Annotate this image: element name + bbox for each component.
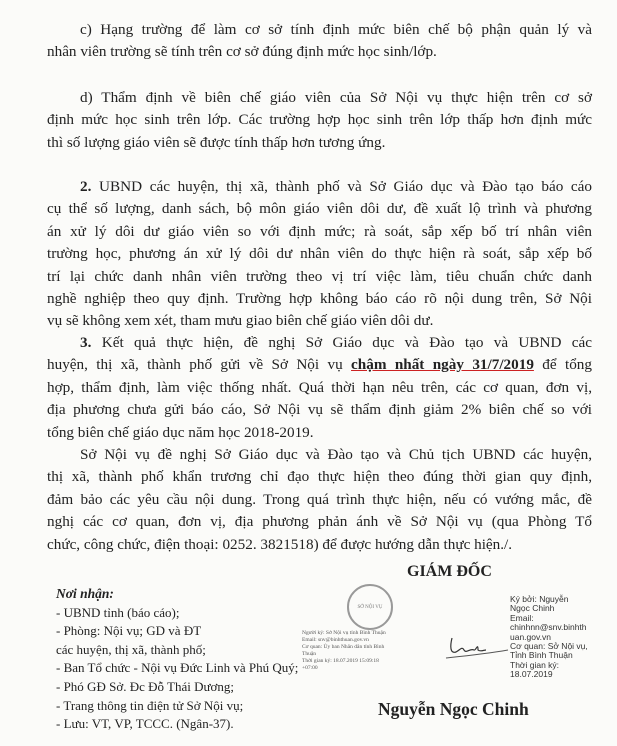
esign-line: Ký bởi: Nguyễn xyxy=(510,594,569,604)
recipient-item: các huyện, thị xã, thành phố; xyxy=(56,641,206,657)
text-line xyxy=(47,176,592,198)
esign-line: Ngọc Chinh xyxy=(510,603,555,614)
seal-stamp-icon xyxy=(347,584,393,630)
signer-name: Nguyễn Ngọc Chinh xyxy=(378,699,529,719)
text-line: án xử lý dôi dư giáo viên so với định mức; rà soát, sắp xếp bố trí nhân viên xyxy=(47,222,592,240)
text-line: định mức học sinh trên lớp. Các trường hợp học sinh trên lớp thấp hơn định mức xyxy=(47,111,592,129)
text-line xyxy=(47,354,592,376)
text-segment: Kết quả thực hiện, đề nghị Sở Giáo dục và Đào tạo và UBND các xyxy=(101,334,593,351)
esign-line: uan.gov.vn xyxy=(510,631,551,642)
recipients-heading: Nơi nhận: xyxy=(56,586,114,601)
recipient-item: - Trang thông tin điện tử Sở Nội vụ; xyxy=(56,697,244,713)
seal-info-line: Người ký: Sở Nội vụ tỉnh Bình Thuận xyxy=(302,630,386,636)
text-segment: để tổng xyxy=(533,356,592,374)
paragraph-c xyxy=(47,19,592,64)
recipient-item: - Lưu: VT, VP, TCCC. (Ngân-37). xyxy=(56,716,234,732)
text-line: trí lại chức danh nhân viên trường theo vị trí việc làm, tiêu chuẩn chức danh xyxy=(47,267,592,285)
item-number: 3. xyxy=(80,334,92,351)
paragraph-d xyxy=(47,87,592,154)
deadline-highlight: chậm nhất ngày 31/7/2019 xyxy=(351,356,534,374)
recipient-item: - Ban Tổ chức - Nội vụ Đức Linh và Phú Quý; xyxy=(56,660,299,676)
text-line: d) Thẩm định về biên chế giáo viên của Sở Nội vụ thực hiện trên cơ sở xyxy=(80,89,592,106)
text-line: c) Hạng trường để làm cơ sở tính định mức biên chế bộ phận quản lý và xyxy=(80,21,592,38)
seal-info-line: Email: snv@binhthuan.gov.vn xyxy=(302,637,369,643)
paragraph-closing xyxy=(47,444,592,556)
text-line: đảm bảo các yêu cầu nội dung. Trong quá trình thực hiện, nếu có vướng mắc, đề xyxy=(47,490,592,508)
seal-text: SỞ NỘI VỤ xyxy=(357,604,383,610)
esign-line: Thời gian ký: xyxy=(510,659,560,670)
text-line: chức, công chức, điện thoại: 0252. 3821518) để được hướng dẫn thực hiện./. xyxy=(47,535,513,553)
esign-line: chinhnn@snv.binhth xyxy=(510,622,587,633)
esign-line: 18.07.2019 xyxy=(510,669,553,680)
paragraph-2 xyxy=(47,176,592,333)
text-line: thì số lượng giáo viên sẽ được tính thấp hơn tương ứng. xyxy=(47,133,386,151)
esign-line: Cơ quan: Sở Nội vụ, xyxy=(510,641,588,652)
text-line: địa phương chưa gửi báo cáo, Sở Nội vụ sẽ thẩm định giảm 2% biên chế so với xyxy=(47,401,592,419)
recipient-item: - Phó GĐ Sở. Đc Đỗ Thái Dương; xyxy=(56,678,234,694)
text-line: trường học, phương án xử lý dôi dư nhân viên do thực hiện rà soát, sắp xếp bố xyxy=(47,245,592,263)
recipients-block xyxy=(56,585,298,734)
paragraph-3 xyxy=(47,332,592,444)
digital-signature-info xyxy=(510,595,617,680)
text-line xyxy=(47,332,592,354)
signer-title: GIÁM ĐỐC xyxy=(407,563,492,580)
esign-line: Email: xyxy=(510,612,534,623)
esign-line: Tỉnh Bình Thuận xyxy=(510,650,573,661)
text-line: hợp, thẩm định, làm việc thống nhất. Quá thời hạn nêu trên, các cơ quan, đơn vị, xyxy=(47,378,592,396)
text-line: nghị các cơ quan, đơn vị, địa phương phản ánh về Sở Nội vụ (qua Phòng Tổ xyxy=(47,513,592,531)
text-line: cụ thể số lượng, danh sách, bộ môn giáo viên dôi dư, đề xuất lộ trình và phương xyxy=(47,200,592,218)
text-segment: huyện, thị xã, thành phố gửi về Sở Nội vụ xyxy=(47,356,352,374)
text-line: tổng biên chế giáo dục năm học 2018-2019. xyxy=(47,423,314,441)
item-number: 2. xyxy=(80,178,92,195)
text-segment: UBND các huyện, thị xã, thành phố và Sở Giáo dục và Đào tạo báo cáo xyxy=(99,178,593,195)
seal-info-line: Thời gian ký: 18.07.2019 15:09:18 +07:00 xyxy=(302,658,379,671)
text-line: nhân viên trường sẽ tính trên cơ sở đúng định mức học sinh/lớp. xyxy=(47,43,437,61)
text-line: thị xã, thành phố khẩn trương chỉ đạo thực hiện theo đúng thời gian quy định, xyxy=(47,468,592,486)
seal-info-line: Cơ quan: Ủy ban Nhân dân tỉnh Bình Thuận xyxy=(302,644,385,657)
text-line: nghề nghiệp theo quy định. Trường hợp không báo cáo rõ nội dung trên, Sở Nội xyxy=(47,289,592,307)
recipient-item: - Phòng: Nội vụ; GD và ĐT xyxy=(56,623,202,639)
seal-info xyxy=(302,630,387,672)
recipient-item: - UBND tỉnh (báo cáo); xyxy=(56,604,180,620)
handwritten-signature-icon xyxy=(440,632,510,662)
text-line: Sở Nội vụ đề nghị Sở Giáo dục và Đào tạo và Chủ tịch UBND các huyện, xyxy=(80,446,592,463)
text-line: vụ sẽ không xem xét, tham mưu giao biên chế giáo viên dôi dư. xyxy=(47,312,434,330)
